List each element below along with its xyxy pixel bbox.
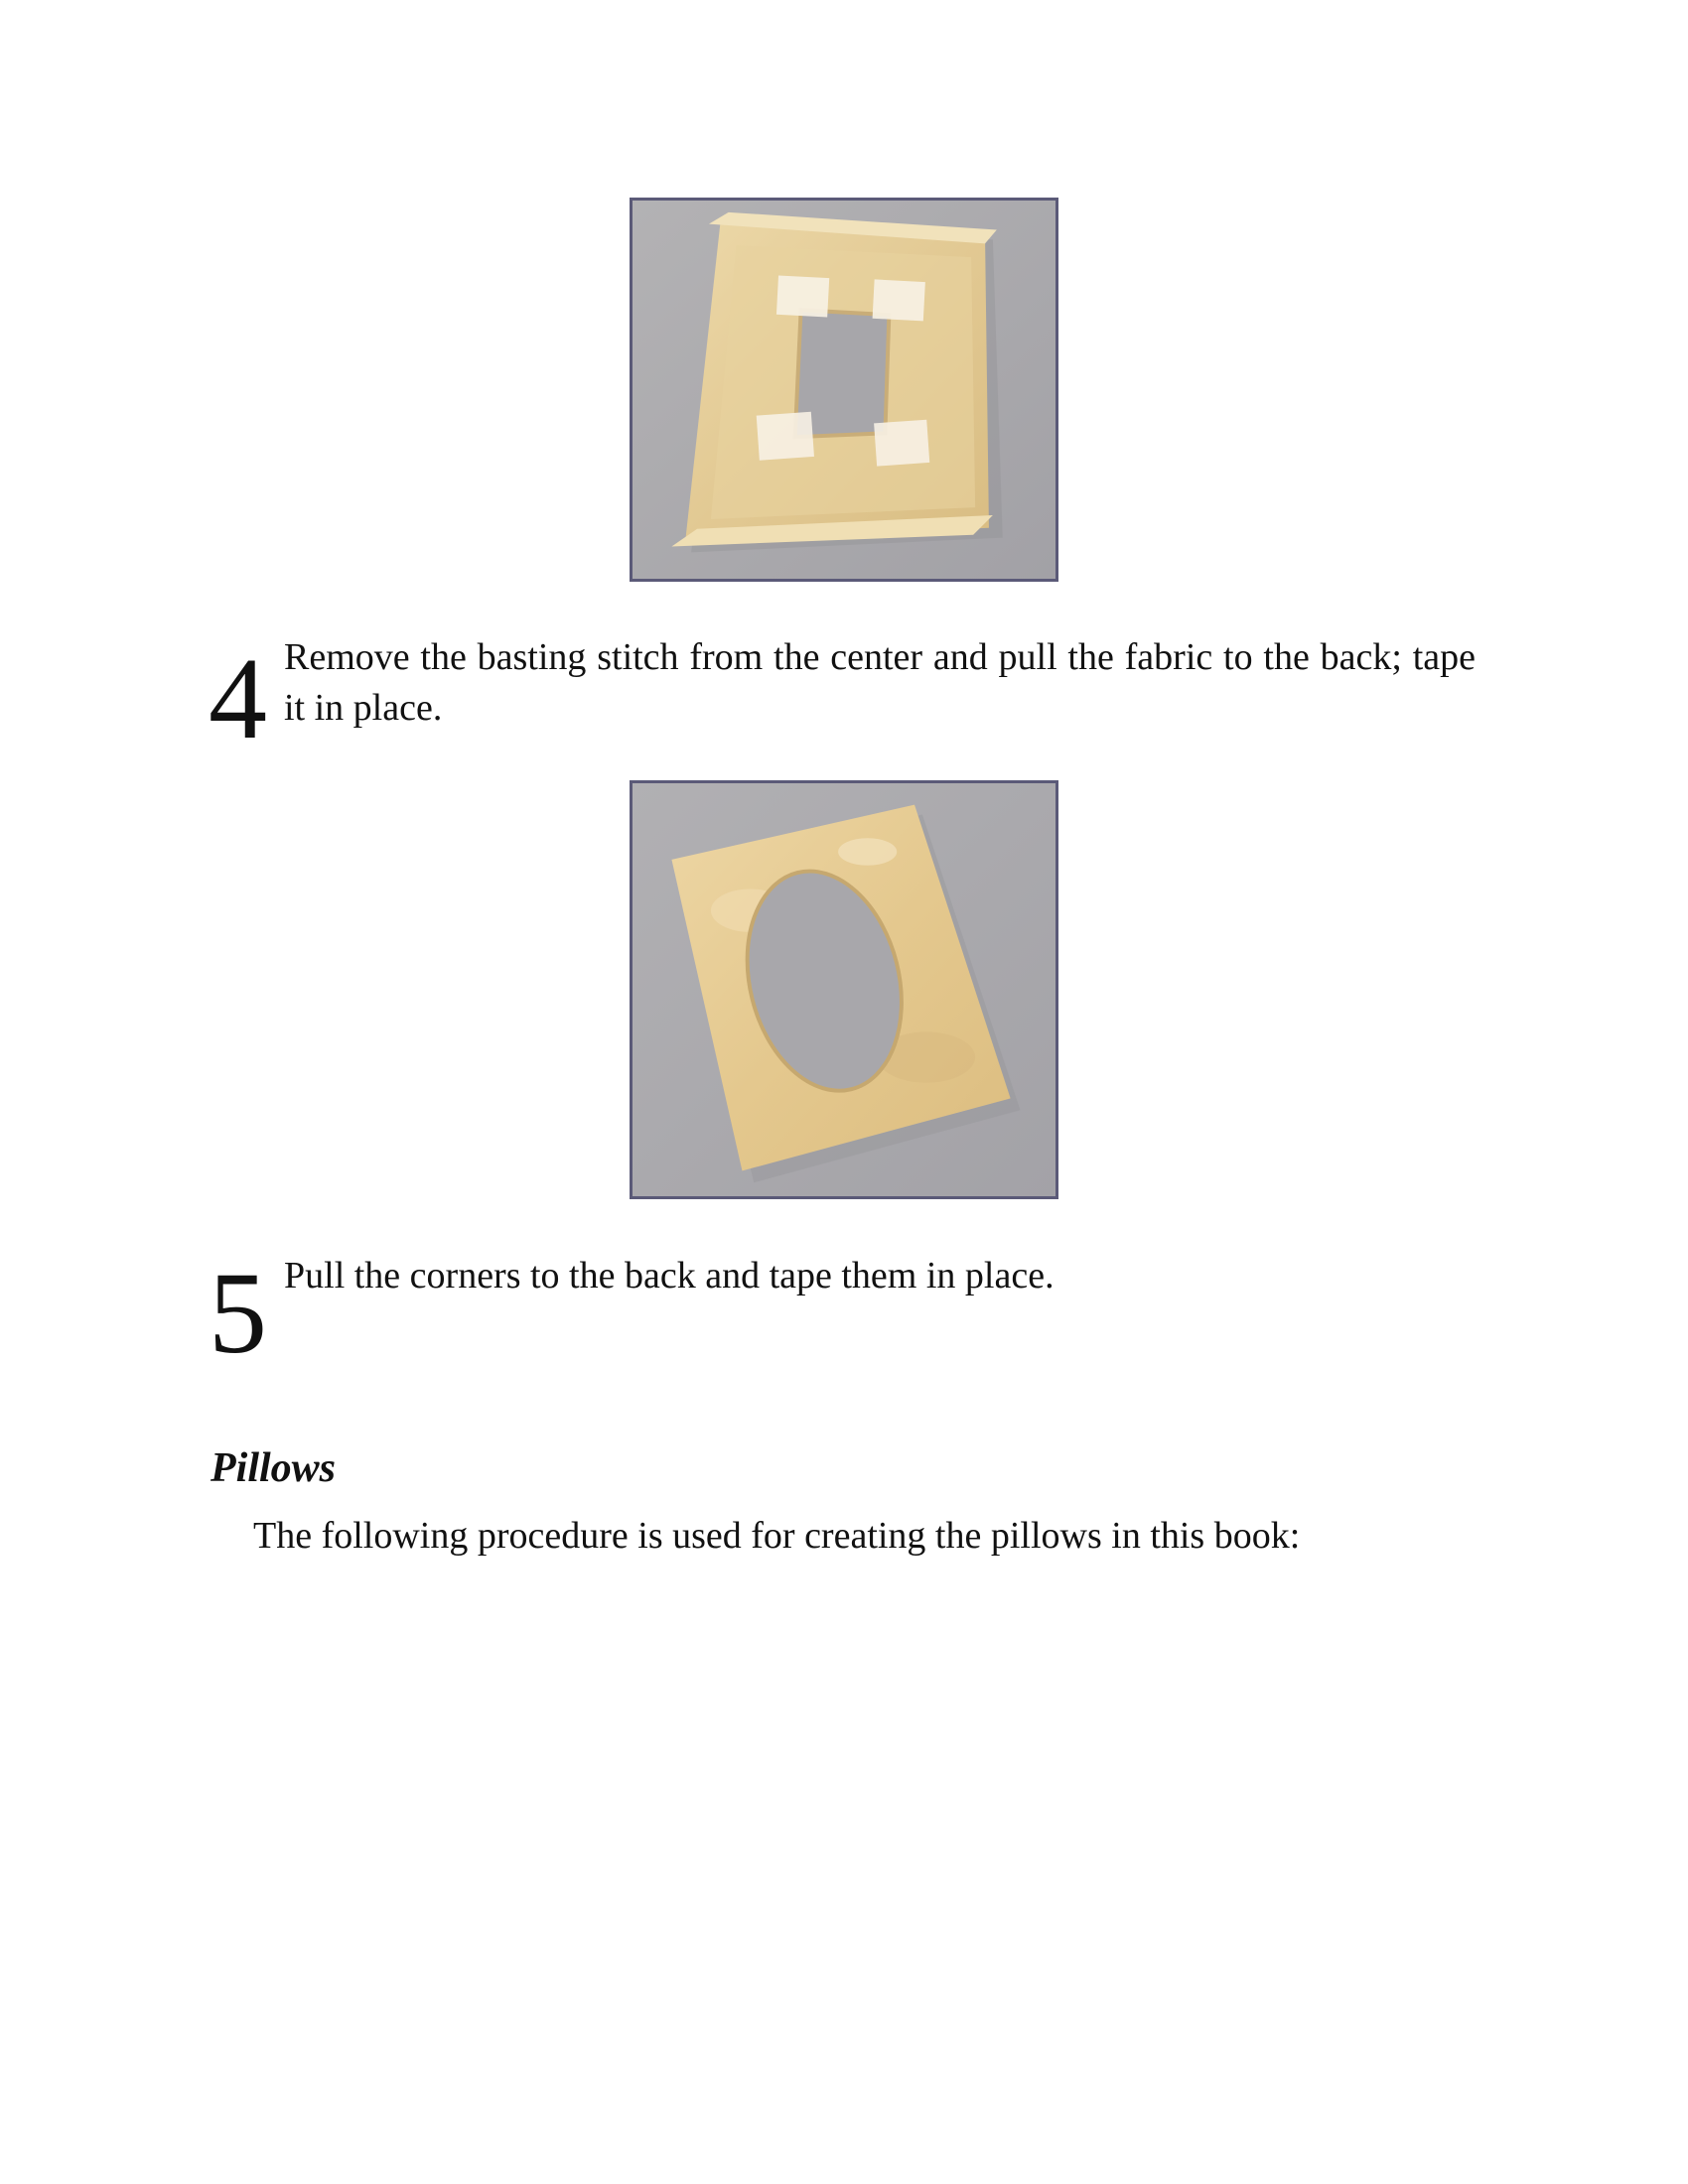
photo-oval-frame	[630, 780, 1058, 1199]
step-number: 5	[209, 1248, 267, 1378]
step-instruction: Remove the basting stitch from the center and pull the fabric to the back; tape it in place.	[284, 636, 1476, 729]
step-4	[209, 632, 1476, 763]
step-instruction: Pull the corners to the back and tape them in place.	[284, 1255, 1055, 1297]
section-heading: Pillows	[211, 1445, 337, 1491]
section-paragraph: The following procedure is used for creating the pillows in this book:	[253, 1515, 1301, 1557]
step-number: 4	[209, 633, 267, 763]
oval-frame-illustration	[633, 783, 1055, 1196]
photo-rectangular-frame-back	[630, 198, 1058, 582]
rectangular-frame-illustration	[633, 201, 1055, 579]
step-5	[209, 1248, 1476, 1378]
